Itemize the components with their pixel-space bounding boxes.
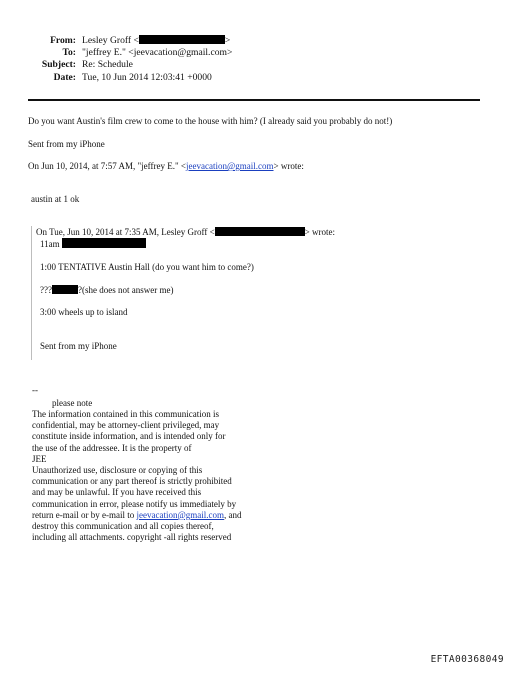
quote-2-header (36, 227, 335, 238)
from-label: From: (50, 35, 76, 46)
disclaimer-line: confidential, may be attorney-client privileged, may (32, 420, 220, 431)
schedule-100: 1:00 TENTATIVE Austin Hall (do you want him to come?) (40, 262, 254, 272)
disclaimer-line: The information contained in this communication is (32, 409, 219, 419)
disclaimer-line: Unauthorized use, disclosure or copying of this (32, 465, 203, 476)
header-divider (28, 99, 480, 101)
schedule-11am (40, 238, 146, 250)
to-label: To: (62, 47, 76, 58)
disclaimer-line: destroy this communication and all copies thereof, (32, 521, 214, 532)
schedule-11am-label: 11am (40, 239, 60, 249)
disclaimer-line: communication in error, please notify us immediately by (32, 498, 237, 509)
quote-1-header (28, 161, 304, 172)
quote-1-email-link[interactable]: jeevacation@gmail.com (186, 161, 274, 171)
from-value: Lesley Groff < (82, 35, 139, 46)
redaction-block (62, 238, 146, 248)
disclaimer-line: communication or any part thereof is strictly prohibited (32, 476, 232, 487)
date-label: Date: (53, 72, 76, 83)
return-prefix: return e-mail or by e-mail to (32, 509, 137, 520)
disclaimer-return-line (32, 510, 241, 521)
redaction-block (139, 35, 225, 44)
from-suffix: > (224, 35, 231, 46)
schedule-unknown (40, 285, 173, 296)
disclaimer-body (32, 409, 241, 543)
redaction-block (52, 285, 78, 294)
quote-1-prefix: On Jun 10, 2014, at 7:57 AM, "jeffrey E." < (28, 161, 186, 171)
disclaimer-line: the use of the addressee. It is the property of (32, 442, 192, 453)
schedule-300: 3:00 wheels up to island (40, 307, 128, 317)
date-value: Tue, 10 Jun 2014 12:03:41 +0000 (82, 72, 212, 83)
redaction-block (215, 227, 305, 236)
disclaimer-line: JEE (32, 453, 47, 464)
subject-label: Subject: (41, 59, 76, 70)
disclaimer-line: constitute inside information, and is intended only for (32, 431, 226, 442)
please-note: please note (52, 398, 93, 408)
message-line-1: Do you want Austin's film crew to come to the house with him? (I already said you probably do not!) (28, 116, 393, 126)
quote-1-suffix: > wrote: (273, 161, 304, 171)
return-suffix: , and (223, 509, 242, 520)
disclaimer-line: and may be unlawful. If you have received this (32, 487, 202, 498)
reply-1: austin at 1 ok (31, 194, 80, 204)
signature-2: Sent from my iPhone (40, 341, 117, 351)
quote-indent-bar (31, 226, 32, 360)
signature-dashes: -- (32, 385, 38, 395)
schedule-q-suffix: ?(she does not answer me) (77, 285, 174, 295)
schedule-q-prefix: ??? (40, 285, 52, 295)
disclaimer-email-link[interactable]: jeevacation@gmail.com (136, 509, 224, 520)
disclaimer-line: including all attachments. copyright -all rights reserved (32, 532, 232, 543)
quote-2-suffix: > wrote: (304, 227, 335, 237)
document-id: EFTA00368049 (430, 654, 504, 665)
to-value: "jeffrey E." <jeevacation@gmail.com> (82, 47, 233, 58)
from-field (82, 35, 230, 47)
quote-2-prefix: On Tue, Jun 10, 2014 at 7:35 AM, Lesley Groff < (36, 227, 215, 237)
subject-value: Re: Schedule (82, 59, 133, 70)
signature-1: Sent from my iPhone (28, 139, 105, 149)
